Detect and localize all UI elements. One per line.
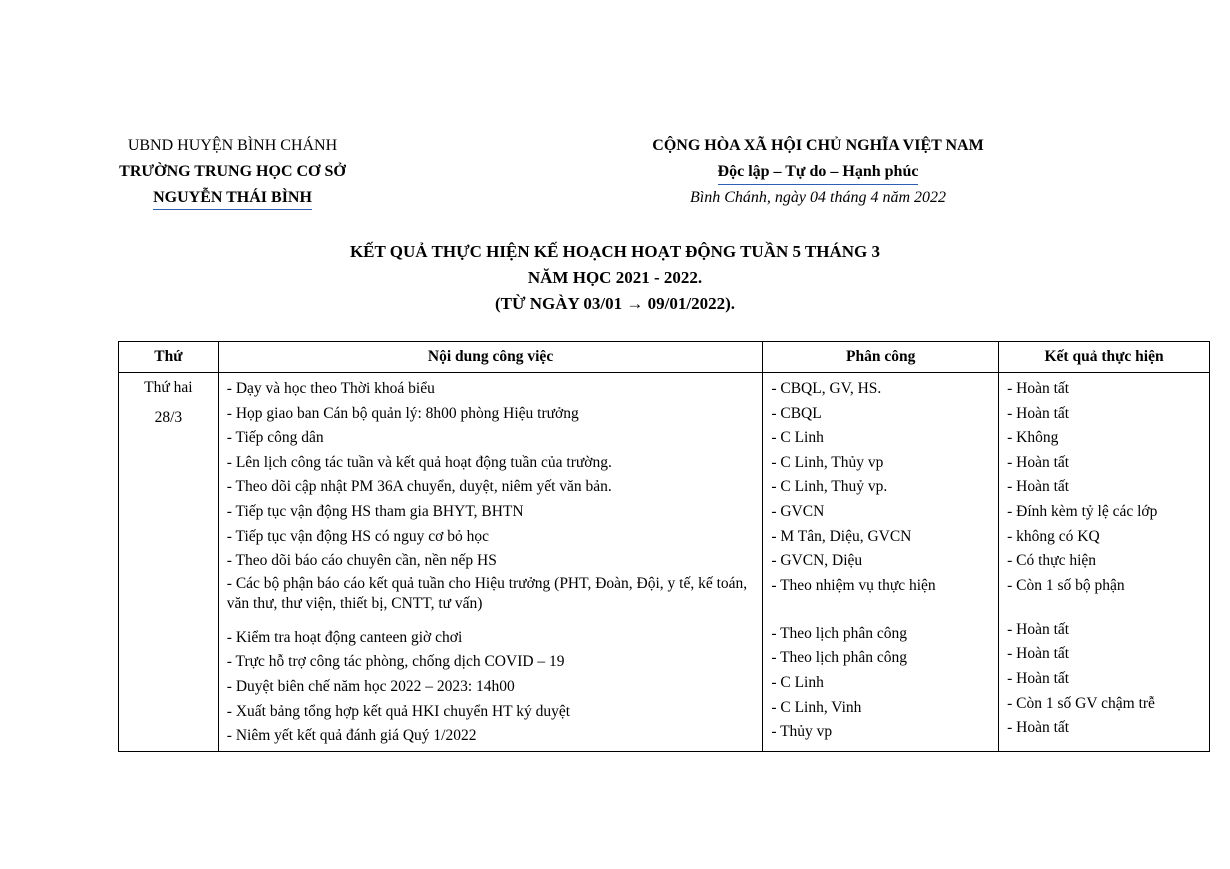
result-item: - Hoàn tất: [1007, 453, 1070, 471]
assignee-item: - Theo nhiệm vụ thực hiện: [771, 576, 936, 594]
national-motto: Độc lập – Tự do – Hạnh phúc: [718, 159, 919, 185]
task-item: - Các bộ phận báo cáo kết quả tuần cho Hiệu trưởng (PHT, Đoàn, Đội, y tế, kế toán, văn thư, thư viện, thiết bị, CNTT, tư vấn): [226, 574, 748, 612]
issuer-school-type: TRƯỜNG TRUNG HỌC CƠ SỞ: [119, 163, 346, 180]
result-item: - Hoàn tất: [1007, 478, 1070, 496]
issuer-school-name: NGUYỄN THÁI BÌNH: [153, 185, 312, 211]
task-item: - Lên lịch công tác tuần và kết quả hoạt động tuần của trường.: [226, 453, 612, 471]
assignee-item: - Theo lịch phân công: [771, 624, 908, 642]
assignee-item: - C Linh: [771, 429, 824, 447]
title-line-3: (TỪ NGÀY 03/01 → 09/01/2022).: [494, 294, 736, 313]
assignee-item: - GVCN, Diệu: [771, 552, 863, 570]
assignee-item: - C Linh, Vinh: [771, 698, 862, 716]
title-line-1: KẾT QUẢ THỰC HIỆN KẾ HOẠCH HOẠT ĐỘNG TUẦN 5 THÁNG 3: [349, 242, 881, 261]
document-title: [0, 239, 1230, 317]
national-title: CỘNG HÒA XÃ HỘI CHỦ NGHĨA VIỆT NAM: [652, 137, 984, 154]
activity-table: [118, 341, 1210, 752]
column-header-day: Thứ: [119, 342, 219, 373]
day-date: 28/3: [154, 409, 183, 426]
result-item: - Còn 1 số GV chậm trễ: [1007, 694, 1155, 712]
result-item: - Hoàn tất: [1007, 669, 1070, 687]
task-item: - Theo dõi cập nhật PM 36A chuyển, duyệt, niêm yết văn bản.: [226, 478, 612, 496]
result-item: - Hoàn tất: [1007, 645, 1070, 663]
assignee-item: - C Linh, Thủy vp: [771, 453, 884, 471]
day-name: Thứ hai: [144, 379, 193, 396]
document-date: Bình Chánh, ngày 04 tháng 4 năm 2022: [690, 189, 946, 206]
assignee-item: - CBQL: [771, 404, 822, 422]
national-header: [598, 133, 1038, 211]
task-item: - Kiểm tra hoạt động canteen giờ chơi: [226, 628, 463, 646]
task-item: - Trực hỗ trợ công tác phòng, chống dịch COVID – 19: [226, 653, 565, 671]
assignee-item: - C Linh: [771, 673, 824, 691]
task-item: - Họp giao ban Cán bộ quản lý: 8h00 phòng Hiệu trưởng: [226, 404, 579, 422]
task-item: - Niêm yết kết quả đánh giá Quý 1/2022: [226, 727, 477, 745]
task-item: - Theo dõi báo cáo chuyên cần, nền nếp HS: [226, 552, 497, 570]
issuer-district: UBND HUYỆN BÌNH CHÁNH: [127, 137, 338, 154]
column-header-result: Kết quả thực hiện: [999, 342, 1210, 373]
day-cell: [119, 373, 219, 752]
assignee-item: - C Linh, Thuỷ vp.: [771, 478, 888, 496]
assignee-item: - Thủy vp: [771, 723, 833, 741]
task-item: - Tiếp công dân: [226, 429, 324, 447]
task-item: - Duyệt biên chế năm học 2022 – 2023: 14h00: [226, 677, 515, 695]
assignee-item: - M Tân, Diệu, GVCN: [771, 527, 912, 545]
result-item: - Đính kèm tỷ lệ các lớp: [1007, 502, 1158, 520]
assignee-item: - GVCN: [771, 502, 825, 520]
task-item: - Tiếp tục vận động HS có nguy cơ bỏ học: [226, 527, 490, 545]
title-line-2: NĂM HỌC 2021 - 2022.: [527, 268, 703, 287]
assignee-item: - Theo lịch phân công: [771, 649, 908, 667]
result-item: - Hoàn tất: [1007, 620, 1070, 638]
result-item: - Có thực hiện: [1007, 552, 1097, 570]
result-item: - Còn 1 số bộ phận: [1007, 576, 1125, 594]
task-item: - Xuất bảng tổng hợp kết quả HKI chuyển HT ký duyệt: [226, 702, 571, 720]
result-item: - Hoàn tất: [1007, 380, 1070, 397]
issuer-block: [100, 133, 365, 211]
task-cell: [218, 373, 763, 752]
task-item: - Tiếp tục vận động HS tham gia BHYT, BHTN: [226, 502, 524, 520]
result-item: - Hoàn tất: [1007, 719, 1070, 737]
result-item: - Không: [1007, 429, 1059, 447]
column-header-task: Nội dung công việc: [218, 342, 763, 373]
column-header-assignee: Phân công: [763, 342, 999, 373]
task-item: - Dạy và học theo Thời khoá biểu: [226, 380, 435, 397]
assignee-item: - CBQL, GV, HS.: [771, 380, 882, 397]
assignee-cell: [763, 373, 999, 752]
table-row: [119, 373, 1210, 752]
result-cell: [999, 373, 1210, 752]
result-item: - Hoàn tất: [1007, 404, 1070, 422]
table-header-row: [119, 342, 1210, 373]
result-item: - không có KQ: [1007, 527, 1100, 545]
